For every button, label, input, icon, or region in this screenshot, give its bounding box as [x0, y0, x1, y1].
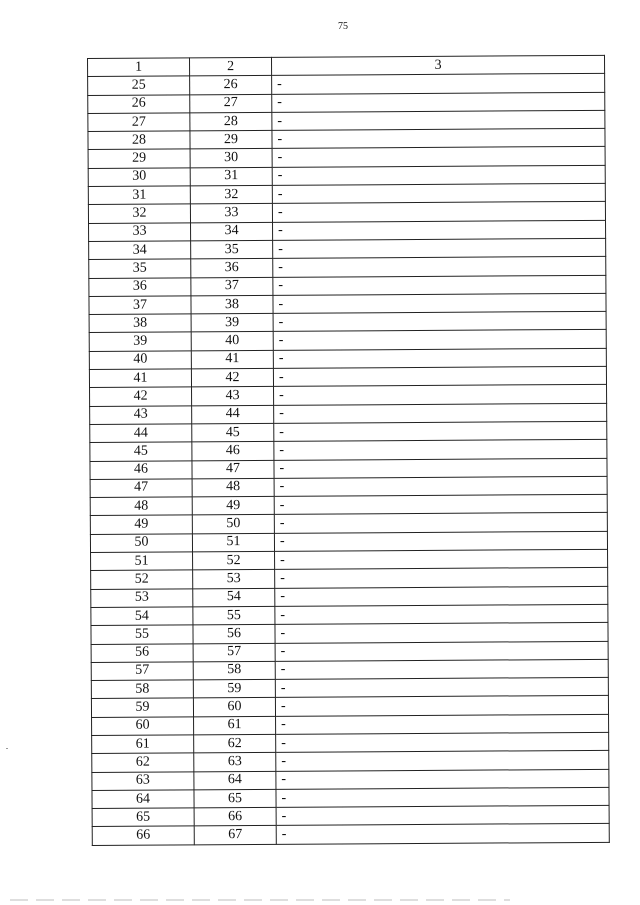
table-cell-col-1: 27 — [88, 113, 190, 132]
column-header-2: 2 — [190, 57, 272, 76]
data-table — [87, 55, 610, 846]
table-cell-col-2: 54 — [193, 588, 275, 607]
table-cell-col-3: - — [272, 92, 605, 112]
table-cell-col-3: - — [273, 275, 606, 295]
table-cell-col-3: - — [273, 220, 606, 240]
table-cell-col-1: 60 — [92, 717, 194, 736]
table-cell-col-2: 41 — [191, 350, 273, 369]
table-cell-col-2: 53 — [193, 570, 275, 589]
table-cell-col-2: 62 — [194, 734, 276, 753]
table-cell-col-1: 64 — [92, 790, 194, 809]
table-cell-col-3: - — [276, 824, 609, 844]
table-cell-col-3: - — [272, 183, 605, 203]
table-cell-col-1: 50 — [90, 534, 192, 553]
table-cell-col-2: 30 — [190, 149, 272, 168]
table-cell-col-1: 30 — [88, 168, 190, 187]
table-cell-col-1: 43 — [90, 406, 192, 425]
table-cell-col-2: 51 — [192, 533, 274, 552]
table-cell-col-2: 48 — [192, 478, 274, 497]
table-cell-col-2: 66 — [194, 808, 276, 827]
table-cell-col-3: - — [273, 366, 606, 386]
table-cell-col-1: 29 — [88, 149, 190, 168]
table-cell-col-3: - — [275, 659, 608, 679]
table-cell-col-1: 65 — [92, 808, 194, 827]
table-cell-col-1: 55 — [91, 625, 193, 644]
table-cell-col-1: 66 — [92, 826, 194, 845]
table-cell-col-1: 48 — [90, 497, 192, 516]
table-cell-col-1: 42 — [90, 387, 192, 406]
table-cell-col-3: - — [274, 531, 607, 551]
table-cell-col-3: - — [272, 110, 605, 130]
table-cell-col-2: 61 — [194, 716, 276, 735]
table-cell-col-3: - — [273, 293, 606, 313]
table-cell-col-2: 32 — [190, 185, 272, 204]
table-cell-col-2: 55 — [193, 606, 275, 625]
table-cell-col-1: 26 — [88, 94, 190, 113]
table-cell-col-1: 32 — [88, 204, 190, 223]
column-header-3: 3 — [271, 55, 604, 75]
table-cell-col-3: - — [275, 623, 608, 643]
table-cell-col-1: 25 — [88, 76, 190, 95]
table-cell-col-2: 27 — [190, 94, 272, 113]
table-cell-col-2: 35 — [191, 240, 273, 259]
table-cell-col-3: - — [276, 751, 609, 771]
table-cell-col-1: 51 — [91, 552, 193, 571]
table-cell-col-3: - — [275, 568, 608, 588]
table-cell-col-1: 62 — [92, 753, 194, 772]
table-cell-col-1: 46 — [90, 460, 192, 479]
table-cell-col-2: 67 — [194, 826, 276, 845]
table-cell-col-1: 45 — [90, 442, 192, 461]
table-cell-col-3: - — [275, 696, 608, 716]
table-cell-col-2: 43 — [192, 387, 274, 406]
table-cell-col-2: 40 — [191, 332, 273, 351]
table-cell-col-3: - — [273, 330, 606, 350]
table-cell-col-3: - — [276, 805, 609, 825]
table-cell-col-1: 63 — [92, 771, 194, 790]
table-cell-col-3: - — [274, 440, 607, 460]
table-cell-col-2: 38 — [191, 295, 273, 314]
table-cell-col-1: 36 — [89, 277, 191, 296]
table-cell-col-1: 33 — [89, 223, 191, 242]
table-cell-col-2: 42 — [191, 368, 273, 387]
table-cell-col-3: - — [273, 311, 606, 331]
table-cell-col-2: 58 — [193, 661, 275, 680]
scan-speck — [6, 748, 8, 749]
table-cell-col-1: 37 — [89, 296, 191, 315]
table-cell-col-2: 50 — [192, 515, 274, 534]
table-cell-col-3: - — [272, 74, 605, 94]
table-cell-col-2: 64 — [194, 771, 276, 790]
table-cell-col-1: 52 — [91, 570, 193, 589]
column-header-1: 1 — [88, 58, 190, 77]
table-cell-col-2: 52 — [193, 551, 275, 570]
table-cell-col-1: 28 — [88, 131, 190, 150]
table-cell-col-1: 35 — [89, 259, 191, 278]
table-cell-col-3: - — [274, 513, 607, 533]
table-cell-col-1: 34 — [89, 241, 191, 260]
table-cell-col-2: 63 — [194, 753, 276, 772]
page-number: 75 — [338, 21, 348, 32]
table-cell-col-3: - — [275, 586, 608, 606]
table-cell-col-2: 29 — [190, 131, 272, 150]
table-cell-col-1: 41 — [89, 369, 191, 388]
table-cell-col-3: - — [272, 165, 605, 185]
table-cell-col-2: 46 — [192, 442, 274, 461]
table-cell-col-2: 37 — [191, 277, 273, 296]
table-cell-col-1: 47 — [90, 479, 192, 498]
table-cell-col-2: 45 — [192, 423, 274, 442]
table-cell-col-3: - — [273, 238, 606, 258]
table-cell-col-1: 39 — [89, 332, 191, 351]
table-cell-col-2: 57 — [193, 643, 275, 662]
table-cell-col-1: 59 — [91, 698, 193, 717]
table-cell-col-1: 40 — [89, 351, 191, 370]
table-cell-col-2: 60 — [193, 698, 275, 717]
table-cell-col-1: 49 — [90, 515, 192, 534]
table-cell-col-3: - — [274, 458, 607, 478]
table-cell-col-2: 56 — [193, 625, 275, 644]
table-cell-col-2: 34 — [191, 222, 273, 241]
table-cell-col-2: 44 — [192, 405, 274, 424]
table-cell-col-1: 56 — [91, 643, 193, 662]
table-cell-col-2: 39 — [191, 314, 273, 333]
table-cell-col-2: 49 — [192, 496, 274, 515]
table-cell-col-3: - — [273, 348, 606, 368]
table-cell-col-3: - — [274, 494, 607, 514]
table-cell-col-3: - — [273, 257, 606, 277]
table-cell-col-3: - — [276, 787, 609, 807]
table-cell-col-3: - — [274, 476, 607, 496]
table-cell-col-3: - — [272, 202, 605, 222]
table-cell-col-3: - — [275, 549, 608, 569]
table-cell-col-3: - — [274, 421, 607, 441]
table-cell-col-3: - — [274, 403, 607, 423]
table-row — [92, 824, 609, 845]
table-body — [88, 74, 610, 846]
table-cell-col-2: 28 — [190, 112, 272, 131]
table-cell-col-1: 38 — [89, 314, 191, 333]
table-cell-col-3: - — [274, 385, 607, 405]
table-cell-col-3: - — [275, 641, 608, 661]
table-cell-col-1: 54 — [91, 607, 193, 626]
table-cell-col-3: - — [275, 677, 608, 697]
table-cell-col-1: 57 — [91, 662, 193, 681]
table-cell-col-1: 44 — [90, 424, 192, 443]
table-cell-col-1: 58 — [91, 680, 193, 699]
table-cell-col-1: 31 — [88, 186, 190, 205]
table-cell-col-2: 31 — [190, 167, 272, 186]
table-cell-col-3: - — [276, 714, 609, 734]
table-cell-col-2: 26 — [190, 76, 272, 95]
table-cell-col-3: - — [272, 129, 605, 149]
table-cell-col-2: 65 — [194, 789, 276, 808]
table-cell-col-3: - — [276, 769, 609, 789]
table-cell-col-3: - — [276, 732, 609, 752]
table-cell-col-2: 47 — [192, 460, 274, 479]
table-cell-col-3: - — [272, 147, 605, 167]
table-cell-col-1: 61 — [92, 735, 194, 754]
cut-off-text-line — [10, 899, 510, 901]
table-cell-col-3: - — [275, 604, 608, 624]
table-cell-col-2: 36 — [191, 259, 273, 278]
table-cell-col-2: 59 — [193, 679, 275, 698]
table-cell-col-2: 33 — [190, 204, 272, 223]
table-cell-col-1: 53 — [91, 588, 193, 607]
